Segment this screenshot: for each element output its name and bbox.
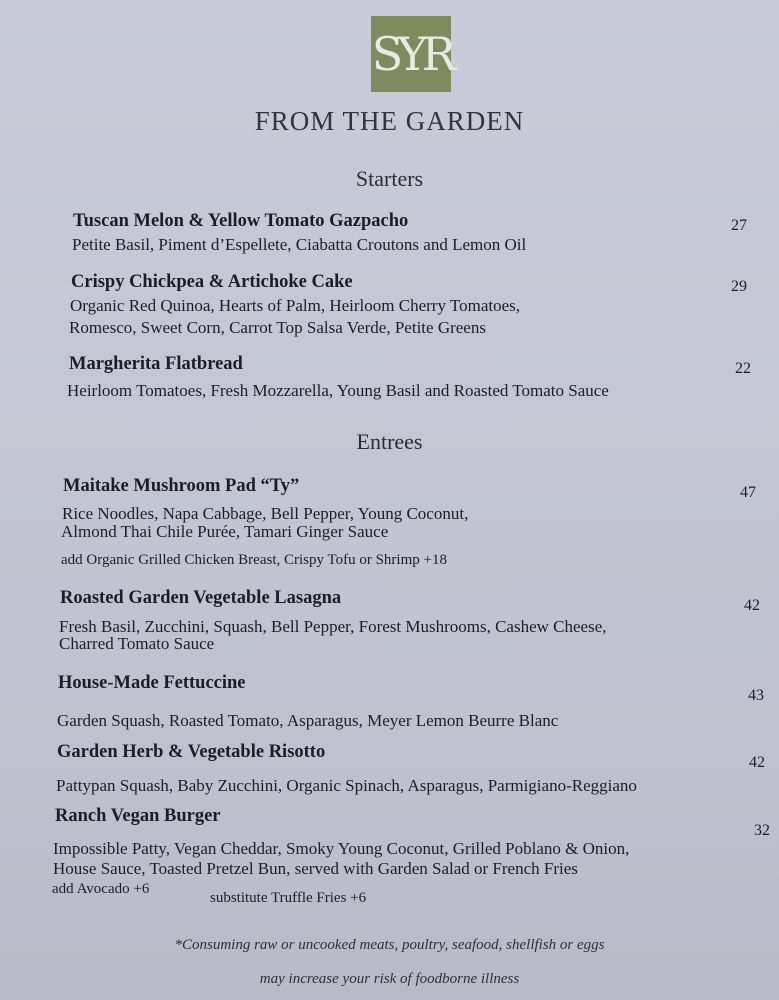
item-name: Tuscan Melon & Yellow Tomato Gazpacho (73, 211, 409, 231)
item-price: 43 (748, 687, 764, 704)
item-description: Almond Thai Chile Purée, Tamari Ginger Sauce (61, 522, 389, 541)
foodborne-notice: may increase your risk of foodborne illness (259, 971, 520, 987)
item-description: Romesco, Sweet Corn, Carrot Top Salsa Verde, Petite Greens (69, 318, 486, 337)
item-description: Petite Basil, Piment d’Espellete, Ciabatta Croutons and Lemon Oil (72, 235, 527, 254)
item-name: Ranch Vegan Burger (55, 806, 221, 826)
item-name: Maitake Mushroom Pad “Ty” (63, 476, 300, 496)
logo-monogram: SYR (371, 27, 451, 81)
item-name: Roasted Garden Vegetable Lasagna (60, 588, 342, 608)
item-addon: substitute Truffle Fries +6 (210, 890, 367, 906)
item-description: Pattypan Squash, Baby Zucchini, Organic Spinach, Asparagus, Parmigiano-Reggiano (56, 776, 637, 795)
item-description: Garden Squash, Roasted Tomato, Asparagus, Meyer Lemon Beurre Blanc (57, 711, 559, 730)
starters-heading: Starters (355, 166, 424, 191)
item-description: House Sauce, Toasted Pretzel Bun, served with Garden Salad or French Fries (53, 859, 578, 878)
restaurant-logo (371, 16, 451, 92)
item-name: House-Made Fettuccine (58, 673, 246, 693)
item-description: Rice Noodles, Napa Cabbage, Bell Pepper, Young Coconut, (62, 504, 469, 523)
item-price: 42 (744, 597, 760, 614)
item-name: Margherita Flatbread (69, 354, 243, 374)
item-addon: add Avocado +6 (52, 881, 150, 897)
item-name: Garden Herb & Vegetable Risotto (57, 742, 326, 762)
item-description: Organic Red Quinoa, Hearts of Palm, Heirloom Cherry Tomatoes, (70, 296, 521, 315)
item-price: 22 (735, 360, 751, 377)
item-price: 42 (749, 754, 765, 771)
item-description: Fresh Basil, Zucchini, Squash, Bell Pepper, Forest Mushrooms, Cashew Cheese, (59, 617, 607, 636)
menu-title: FROM THE GARDEN (254, 106, 525, 136)
item-description: Charred Tomato Sauce (59, 634, 215, 653)
foodborne-notice: *Consuming raw or uncooked meats, poultry, seafood, shellfish or eggs (174, 937, 605, 953)
item-description: Heirloom Tomatoes, Fresh Mozzarella, Young Basil and Roasted Tomato Sauce (67, 381, 609, 400)
item-price: 29 (731, 278, 747, 295)
item-addon: add Organic Grilled Chicken Breast, Crispy Tofu or Shrimp +18 (61, 552, 447, 568)
item-price: 27 (731, 217, 747, 234)
item-name: Crispy Chickpea & Artichoke Cake (71, 272, 353, 292)
entrees-heading: Entrees (356, 429, 423, 454)
item-price: 32 (754, 822, 770, 839)
item-description: Impossible Patty, Vegan Cheddar, Smoky Young Coconut, Grilled Poblano & Onion, (53, 839, 630, 858)
item-price: 47 (740, 484, 756, 501)
